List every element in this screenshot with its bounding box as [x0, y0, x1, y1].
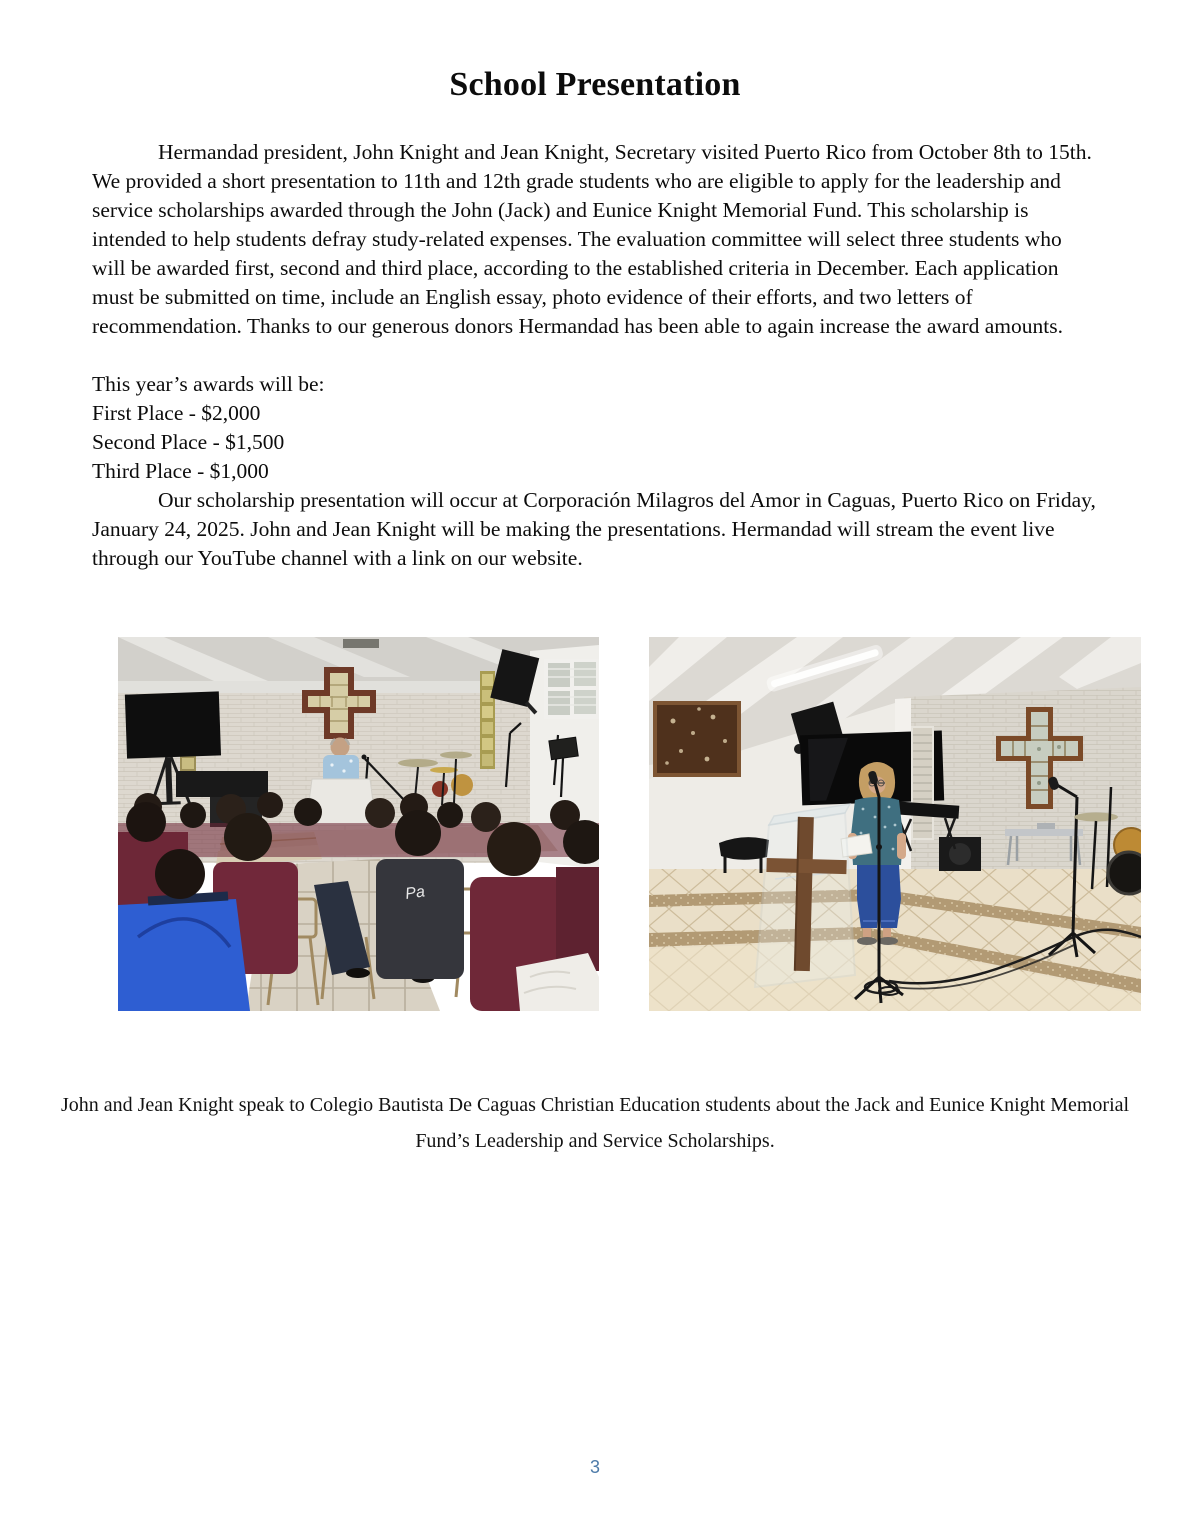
keyboard-console: [176, 771, 268, 797]
blinds-window: [912, 727, 933, 839]
body-text: [92, 138, 1098, 573]
page-number: 3: [589, 1457, 600, 1477]
glass-block-strip-right: [480, 671, 495, 769]
awards-block: [92, 370, 1098, 486]
photo-left-presentation: [118, 637, 599, 1011]
photo-right-presentation: [649, 637, 1141, 1011]
award-second-place: Second Place - $1,500: [92, 430, 285, 454]
awards-intro: This year’s awards will be:: [92, 372, 325, 396]
paragraph-event: Our scholarship presentation will occur at Corporación Milagros del Amor in Caguas, Puerto Rico on Friday, January 24, 2025. John and Jean Knight will be making the presentations. Hermandad will stream the event live through our YouTube channel with a link on our website.: [92, 488, 1096, 570]
svg-text:Pa: Pa: [404, 883, 426, 903]
photo-caption: John and Jean Knight speak to Colegio Bautista De Caguas Christian Education students about the Jack and Eunice Knight Memorial Fund’s Leadership and Service Scholarships.: [60, 1094, 1130, 1152]
lattice-window: [655, 703, 739, 775]
window-right: [544, 659, 599, 719]
page-title: School Presentation: [449, 66, 741, 103]
photo-row: [118, 637, 1190, 1011]
award-third-place: Third Place - $1,000: [92, 459, 269, 483]
award-first-place: First Place - $2,000: [92, 401, 261, 425]
paragraph-intro: Hermandad president, John Knight and Jean Knight, Secretary visited Puerto Rico from October 8th to 15th. We provided a short presentation to 11th and 12th grade students who are eligible to apply for the leadership and service scholarships awarded through the John (Jack) and Eunice Knight Memorial Fund. This scholarship is intended to help students defray study-related expenses. The evaluation committee will select three students who will be awarded first, second and third place, according to the established criteria in December. Each application must be submitted on time, include an English essay, photo evidence of their efforts, and two letters of recommendation. Thanks to our generous donors Hermandad has been able to again increase the award amounts.: [92, 140, 1092, 338]
